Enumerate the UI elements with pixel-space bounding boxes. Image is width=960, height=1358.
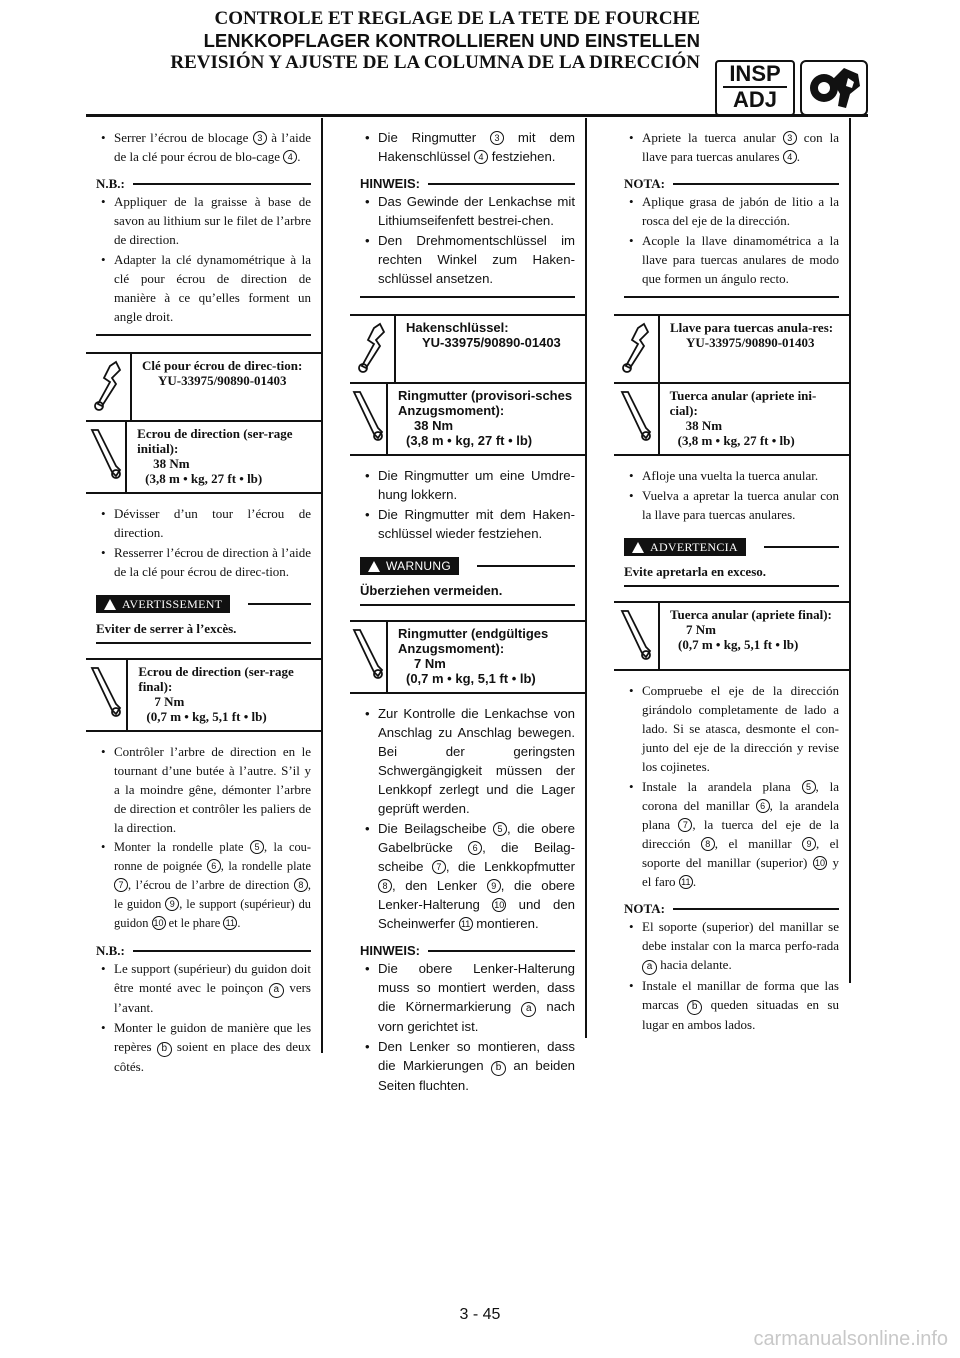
- es-check-steps: [624, 681, 839, 891]
- watermark: carmanualsonline.info: [753, 1328, 948, 1350]
- list-item: • Compruebe el eje de la dirección girándolo completamente de lado a lado. Si se atasca, desmonte el con-junto del eje de la dirección y revise los cojinetes.: [642, 681, 839, 776]
- es-torque-final: Tuerca anular (apriete final): 7 Nm (0,7 m • kg, 5,1 ft • lb): [614, 601, 849, 669]
- list-item: • Contrôler l’arbre de direction en le tournant d’une butée à l’autre. S’il y a la moindre gêne, démonter l’arbre de direction et contrôler les paliers de la direction.: [114, 742, 311, 837]
- fr-note: [96, 176, 311, 336]
- list-item: • Le support (supérieur) du guidon doit être monté avec le poinçon a vers l’avant.: [114, 959, 311, 1017]
- title-french: CONTROLE ET REGLAGE DE LA TETE DE FOURCHE: [214, 8, 700, 29]
- fr-note-label: N.B.:: [96, 176, 125, 191]
- insp-adj-badge: [715, 60, 795, 116]
- torque-wrench-icon: [350, 388, 386, 448]
- list-item: • Adapter la clé dynamométrique à la clé pour écrou de direction de manière à ce qu’elles forment un angle droit.: [114, 250, 311, 326]
- badge-bottom-label: ADJ: [732, 87, 777, 112]
- list-item: • Die Ringmutter um eine Umdre-hung lokkern.: [378, 466, 575, 504]
- fr-note-2: N.B.: • Le support (supérieur) du guidon doit être monté avec le poinçon a vers l’avant. • Monter le guidon de manière que les repères b soient en place des deux côtés.: [96, 943, 311, 1076]
- es-note-2: NOTA: • El soporte (superior) del manillar se debe instalar con la marca perfo-rada a hacia delante. • Instale el manillar de forma que las marcas b queden situadas en su lugar en ambos lados.: [624, 901, 839, 1034]
- tool-icon: [618, 320, 654, 376]
- column-spanish: [614, 118, 851, 1032]
- fr-check-steps: [96, 742, 311, 933]
- title-german: LENKKOPFLAGER KONTROLLIEREN UND EINSTELLEN: [203, 30, 700, 51]
- torque-wrench-icon: [350, 626, 386, 686]
- list-item: • Monter la rondelle plate 5 , la cou-ronne de poignée 6 , la rondelle plate 7 , l’écrou de l’arbre de direction 8 , le guidon 9 , le support (supérieur) du guidon 10 et le phare 11 .: [114, 838, 311, 933]
- de-note-2: HINWEIS: • Die obere Lenker-Halterung muss so montiert werden, dass die Körnermarkierung a nach vorn gerichtet ist. • Den Lenker so montieren, dass die Markierungen b an beiden Seiten fluchten.: [360, 943, 575, 1095]
- torque-wrench-icon: [88, 664, 124, 724]
- torque-wrench-icon: [618, 607, 654, 667]
- es-torque-initial: Tuerca anular (apriete ini-cial): 38 Nm (3,8 m • kg, 27 ft • lb): [614, 382, 849, 454]
- page-header: [0, 8, 700, 74]
- es-loosen-steps: [624, 466, 839, 524]
- list-item: • Afloje una vuelta la tuerca anular.: [642, 466, 839, 485]
- wrench-icon: [800, 60, 868, 116]
- warning-icon: [632, 542, 644, 553]
- torque-wrench-icon: [88, 426, 124, 486]
- column-french: [86, 118, 323, 1074]
- list-item: • Den Lenker so montieren, dass die Markierungen b an beiden Seiten fluchten.: [378, 1037, 575, 1095]
- de-step-tighten: • Die Ringmutter 3 mit dem Hakenschlüssel 4 festziehen.: [378, 128, 575, 166]
- de-check-steps: [360, 704, 575, 933]
- de-torque-initial: Ringmutter (provisori-sches Anzugsmoment): 38 Nm (3,8 m • kg, 27 ft • lb): [350, 382, 585, 454]
- de-note: HINWEIS: • Das Gewinde der Lenkachse mit Lithiumseifenfett bestrei-chen. • Den Drehmomentschlüssel im rechten Winkel zum Haken-schlüssel ansetzen.: [360, 176, 575, 298]
- fr-tool-spec: [86, 352, 321, 420]
- tool-number: YU-33975/90890-01403: [158, 373, 287, 388]
- list-item: • El soporte (superior) del manillar se debe instalar con la marca perfo-rada a hacia delante.: [642, 917, 839, 975]
- es-step-list: [624, 128, 839, 166]
- warning-text: Eviter de serrer à l’excès.: [96, 619, 311, 644]
- list-item: • Resserrer l’écrou de direction à l’aide de la clé pour écrou de direc-tion.: [114, 543, 311, 581]
- list-item: • Instale la arandela plana 5 , la corona del manillar 6 , la arandela plana 7 , la tuerca del eje de la dirección 8 , el manillar 9 , el soporte del manillar (superior) 10 y el faro 11 .: [642, 777, 839, 891]
- de-warning: WARNUNG Überziehen vermeiden.: [360, 557, 575, 606]
- list-item: • Instale el manillar de forma que las marcas b queden situadas en su lugar en ambos lados.: [642, 976, 839, 1034]
- list-item: • Monter le guidon de manière que les repères b soient en place des deux côtés.: [114, 1018, 311, 1076]
- header-rule: [86, 114, 868, 117]
- list-item: • Den Drehmomentschlüssel im rechten Winkel zum Haken-schlüssel ansetzen.: [378, 231, 575, 288]
- es-step-tighten: • Apriete la tuerca anular 3 con la llave para tuercas anulares 4 .: [642, 128, 839, 166]
- de-tool-spec: Hakenschlüssel: YU-33975/90890-01403: [350, 314, 585, 382]
- fr-step-list: [96, 128, 311, 166]
- page-number: 3 - 45: [459, 1306, 501, 1323]
- fr-torque-initial: Ecrou de direction (ser-rage initial): 38 Nm (3,8 m • kg, 27 ft • lb): [86, 420, 321, 492]
- list-item: • Das Gewinde der Lenkachse mit Lithiumseifenfett bestrei-chen.: [378, 192, 575, 230]
- list-item: • Dévisser d’un tour l’écrou de direction.: [114, 504, 311, 542]
- de-step-list: [360, 128, 575, 166]
- list-item: • Aplique grasa de jabón de litio a la rosca del eje de la dirección.: [642, 192, 839, 230]
- es-warning: ADVERTENCIA Evite apretarla en exceso.: [624, 538, 839, 587]
- fr-torque-final: Ecrou de direction (ser-rage final): 7 Nm (0,7 m • kg, 5,1 ft • lb): [86, 658, 321, 730]
- list-item: • Vuelva a apretar la tuerca anular con la llave para tuercas anulares.: [642, 486, 839, 524]
- title-spanish: REVISIÓN Y AJUSTE DE LA COLUMNA DE LA DIRECCIÓN: [170, 52, 700, 73]
- tool-icon: [90, 358, 126, 414]
- tool-name: Clé pour écrou de direc-tion:: [142, 358, 303, 373]
- es-note: NOTA: • Aplique grasa de jabón de litio a la rosca del eje de la dirección. • Acople la llave dinamométrica a la llave para tuercas anulares de modo que formen un ángulo recto.: [624, 176, 839, 298]
- badge-top-label: INSP: [729, 61, 781, 86]
- warning-label: AVERTISSEMENT: [96, 595, 230, 613]
- tool-icon: [354, 320, 390, 376]
- torque-wrench-icon: [618, 388, 654, 448]
- column-german: [350, 118, 587, 1093]
- list-item: • Appliquer de la graisse à base de savon au lithium sur le filet de l’arbre de direction.: [114, 192, 311, 249]
- list-item: • Die obere Lenker-Halterung muss so montiert werden, dass die Körnermarkierung a nach vorn gerichtet ist.: [378, 959, 575, 1036]
- fr-warning: [96, 595, 311, 644]
- warning-icon: [104, 599, 116, 610]
- fr-step-tighten: • Serrer l’écrou de blocage 3 à l’aide de la clé pour écrou de blo-cage 4 .: [114, 128, 311, 166]
- de-loosen-steps: [360, 466, 575, 543]
- list-item: • Zur Kontrolle die Lenkachse von Anschlag zu Anschlag bewegen. Bei der geringsten Schwergängigkeit müssen der Lenkkopf zerlegt und die Lager geprüft werden.: [378, 704, 575, 818]
- fr-loosen-steps: [96, 504, 311, 581]
- de-torque-final: Ringmutter (endgültiges Anzugsmoment): 7 Nm (0,7 m • kg, 5,1 ft • lb): [350, 620, 585, 692]
- list-item: • Acople la llave dinamométrica a la llave para tuercas anulares de modo que formen un ángulo recto.: [642, 231, 839, 288]
- es-tool-spec: Llave para tuercas anula-res: YU-33975/90890-01403: [614, 314, 849, 382]
- warning-icon: [368, 561, 380, 572]
- list-item: • Die Ringmutter mit dem Haken-schlüssel wieder festziehen.: [378, 505, 575, 543]
- list-item: • Die Beilagscheibe 5 , die obere Gabelbrücke 6 , die Beilag-scheibe 7 , die Lenkkopfmutter 8 , den Lenker 9 , die obere Lenker-Halterung 10 und den Scheinwerfer 11 montieren.: [378, 819, 575, 933]
